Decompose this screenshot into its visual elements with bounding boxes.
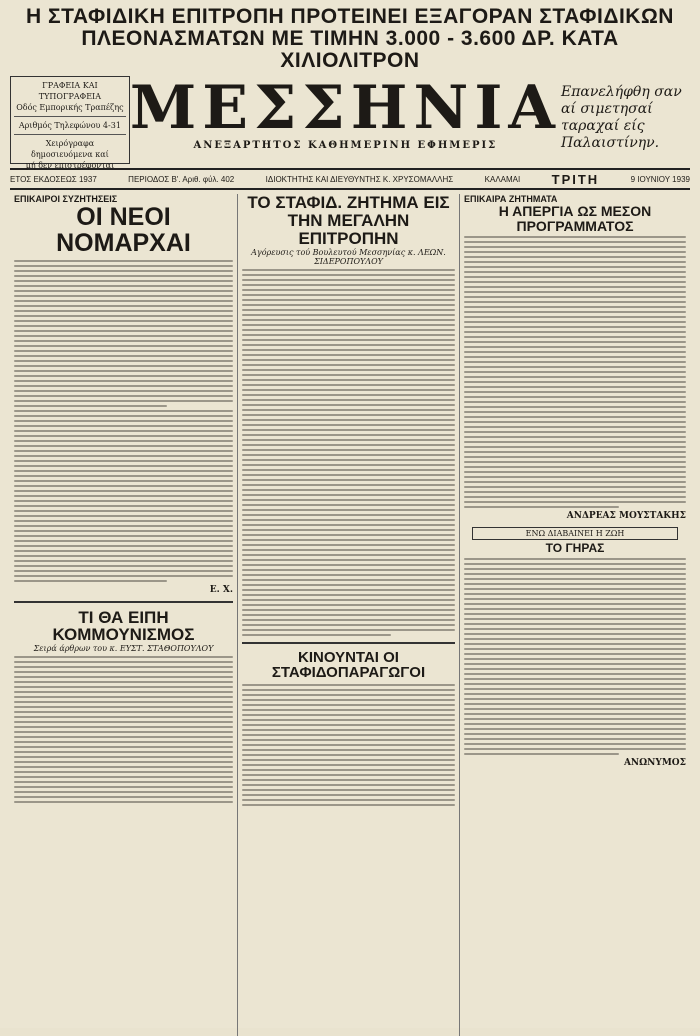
kommounismos-headline: ΤΙ ΘΑ ΕΙΠΗ ΚΟΜΜΟΥΝΙΣΜΟΣ xyxy=(52,607,195,645)
issue-city: ΚΑΛΑΜΑΙ xyxy=(484,174,521,184)
issue-info-bar xyxy=(10,168,690,190)
nomarchai-signature: Ε. Χ. xyxy=(209,584,233,595)
manuscripts-line-1: Χειρόγραφα δημοσιευόμενα καί xyxy=(31,139,109,159)
apergia-headline: Η ΑΠΕΡΓΙΑ ΩΣ ΜΕΣΟΝ ΠΡΟΓΡΑΜΜΑΤΟΣ xyxy=(498,203,652,234)
giras-body xyxy=(464,558,686,755)
issue-date: 9 ΙΟΥΝΙΟΥ 1939 xyxy=(630,174,690,184)
kommounismos-body xyxy=(14,656,233,803)
manuscripts-line-2: μή δεν επιστρέφονται xyxy=(25,161,115,170)
issue-owner: ΙΔΙΟΚΤΗΤΗΣ ΚΑΙ ΔΙΕΥΘΥΝΤΗΣ Κ. ΧΡΥΣΟΜΑΛΛΗΣ xyxy=(265,174,454,184)
issue-year: ΕΤΟΣ ΕΚΔΟΣΕΩΣ 1937 xyxy=(10,174,97,184)
issue-period: ΠΕΡΙΟΔΟΣ Β'. Αριθ. φύλ. 402 xyxy=(128,174,235,184)
banner-line-2: ΠΛΕΟΝΑΣΜΑΤΩΝ ΜΕ ΤΙΜΗΝ 3.000 - 3.600 ΔΡ. ΚΑΤΑ ΧΙΛΙΟΛΙΤΡΟΝ xyxy=(81,27,619,72)
masthead-news-flash: Επανελήφθη σαν αί σιμετησαί ταραχαί είς Παλαιστίνην. xyxy=(560,84,682,151)
stafis-byline: Αγόρευσις τού Βουλευτού Μεσσηνίας κ. ΛΕΩΝ. ΣΙΔΕΡΟΠΟΥΛΟΥ xyxy=(251,247,446,266)
column-left xyxy=(10,194,238,1036)
newspaper-subtitle: ΑΝΕΞΑΡΤΗΤΟΣ ΚΑΘΗΜΕΡΙΝΗ ΕΦΗΜΕΡΙΣ xyxy=(193,140,498,151)
apergia-kicker: ΕΠΙΚΑΙΡΑ ΖΗΤΗΜΑΤΑ xyxy=(464,194,558,204)
giras-signature: ΑΝΩΝΥΜΟΣ xyxy=(623,757,686,768)
giras-box-label: ΕΝΩ ΔΙΑΒΑΙΝΕΙ Η ΖΩΗ xyxy=(472,527,678,540)
issue-day: ΤΡΙΤΗ xyxy=(551,171,600,187)
top-banner xyxy=(10,6,690,72)
column-right xyxy=(460,194,690,1036)
stafis-headline: ΤΟ ΣΤΑΦΙΔ. ΖΗΤΗΜΑ ΕΙΣ ΤΗΝ ΜΕΓΑΛΗΝ ΕΠΙΤΡΟΠΗΝ xyxy=(247,194,450,248)
kinountai-headline: ΚΙΝΟΥΝΤΑΙ ΟΙ ΣΤΑΦΙΔΟΠΑΡΑΓΩΓΟΙ xyxy=(271,648,426,682)
apergia-signature: ΑΝΔΡΕΑΣ ΜΟΥΣΤΑΚΗΣ xyxy=(566,511,686,522)
masthead xyxy=(10,73,690,170)
banner-line-1: Η ΣΤΑΦΙΔΙΚΗ ΕΠΙΤΡΟΠΗ ΠΡΟΤΕΙΝΕΙ ΕΞΑΓΟΡΑΝ ΣΤΑΦΙΔΙΚΩΝ xyxy=(26,5,674,28)
giras-headline: ΤΟ ΓΗΡΑΣ xyxy=(545,541,605,556)
masthead-center xyxy=(129,73,561,164)
column-middle xyxy=(238,194,460,1036)
nomarchai-headline: ΟΙ ΝΕΟΙ ΝΟΜΑΡΧΑΙ xyxy=(56,203,191,258)
nomarchai-kicker: ΕΠΙΚΑΙΡΟΙ ΣΥΖΗΤΗΣΕΙΣ xyxy=(14,194,118,204)
office-info-box xyxy=(10,76,130,170)
nomarchai-body xyxy=(14,260,233,582)
stafis-body xyxy=(242,269,455,636)
office-line-1: ΓΡΑΦΕΙΑ ΚΑΙ ΤΥΠΟΓΡΑΦΕΙΑ xyxy=(38,81,101,101)
kommounismos-byline: Σειρά άρθρων του κ. ΕΥΣΤ. ΣΤΑΘΟΠΟΥΛΟΥ xyxy=(33,644,214,654)
apergia-body xyxy=(464,236,686,508)
phone-line: Αριθμός Τηλεφώνου 4-31 xyxy=(18,121,121,130)
office-line-2: Οδός Εμπορικής Τραπέζης xyxy=(16,103,124,112)
article-columns xyxy=(10,194,690,1036)
kinountai-body xyxy=(242,684,455,806)
newspaper-title: ΜΕΣΣΗΝΙΑ xyxy=(129,73,561,143)
